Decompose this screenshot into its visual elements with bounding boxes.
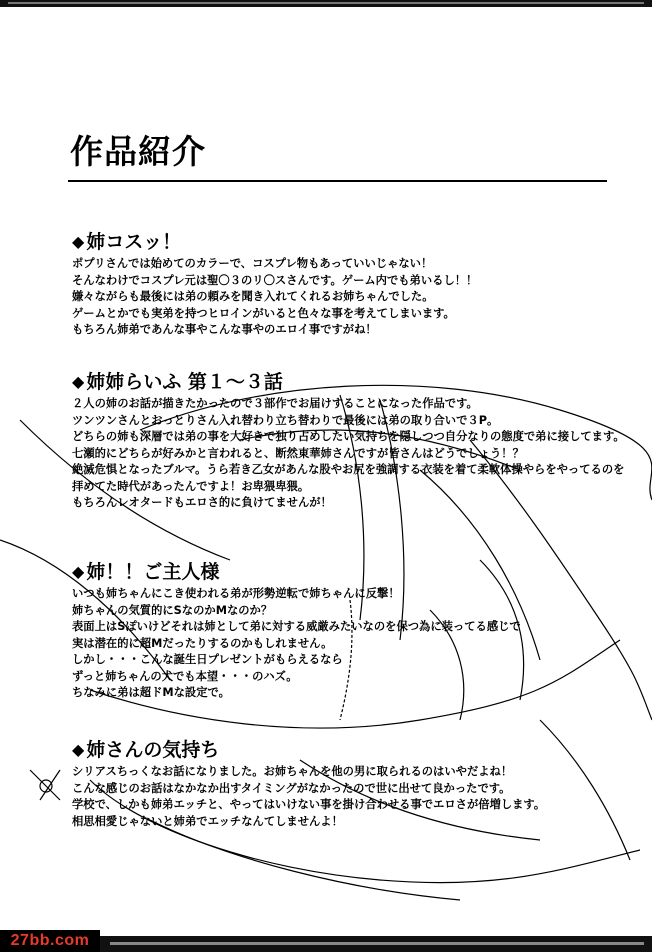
section-body xyxy=(72,256,477,339)
body-line: 七瀬的にどちらが好みかと言われると、断然東華姉さんですが皆さんはどうでしょう！？ xyxy=(72,446,524,460)
body-line: 相思相愛じゃないと姉弟でエッチなんてしませんよ！ xyxy=(72,814,343,828)
section-heading-text: 姉さんの気持ち xyxy=(86,739,220,761)
section-heading xyxy=(72,370,625,394)
section-ane-goshujinsama xyxy=(72,560,521,702)
diamond-bullet-icon: ◆ xyxy=(72,372,85,391)
body-line: もちろんレオタードもエロさ的に負けてませんが！ xyxy=(72,496,332,509)
diamond-bullet-icon: ◆ xyxy=(72,232,85,251)
diamond-bullet-icon: ◆ xyxy=(72,740,85,759)
body-line: どちらの姉も深層では弟の事を大好きで独り占めしたい気持ちを隠しつつ自分なりの態度で弟に接してます。 xyxy=(72,430,625,443)
body-line: 絶滅危惧となったブルマ。うら若き乙女があんな股やお尻を強調する衣装を着て柔軟体操やらをやってるのを xyxy=(72,463,625,476)
diamond-bullet-icon: ◆ xyxy=(72,562,85,581)
section-ane-ane-life xyxy=(72,370,625,512)
body-line: しかし・・・こんな誕生日プレゼントがもらえるなら xyxy=(72,653,343,666)
body-line: 実は潜在的に超Mだったりするのかもしれません。 xyxy=(72,636,333,650)
section-body xyxy=(72,764,545,830)
body-line: もちろん姉弟であんな事やこんな事やのエロイ事ですがね！ xyxy=(72,323,377,336)
body-line: そんなわけでコスプレ元は聖〇３のリ〇スさんです。ゲーム内でも弟いるし！！ xyxy=(72,273,478,287)
body-line: ポプリさんでは始めてのカラーで、コスプレ物もあっていいじゃない！ xyxy=(72,257,433,270)
section-heading-text: 姉！！ご主人様 xyxy=(86,561,220,583)
body-line: こんな感じのお話はなかなか出すタイミングがなかったので世に出せて良かったです。 xyxy=(72,781,511,795)
section-heading xyxy=(72,738,545,762)
body-line: ゲームとかでも実弟を持つヒロインがいると色々な事を考えてしまいます。 xyxy=(72,306,455,320)
section-heading-text: 姉コスッ！ xyxy=(86,231,182,253)
title-underline xyxy=(68,180,607,182)
section-ane-cosu xyxy=(72,230,477,339)
section-heading-text: 姉姉らいふ 第１～３話 xyxy=(86,371,283,393)
body-line: 学校で、しかも姉弟エッチと、やってはいけない事を掛け合わせる事でエロさが倍増します。 xyxy=(72,798,546,811)
section-nesan-no-kimochi xyxy=(72,738,545,830)
site-watermark: 27bb.com xyxy=(0,930,100,952)
body-line: 拝めてた時代があったんですよ！お卑猥卑猥。 xyxy=(72,479,310,493)
section-heading xyxy=(72,560,521,584)
body-line: 嫌々ながらも最後には弟の頼みを聞き入れてくれるお姉ちゃんでした。 xyxy=(72,290,434,303)
page-title: 作品紹介 xyxy=(70,132,206,171)
body-line: シリアスちっくなお話になりました。お姉ちゃんを他の男に取られるのはいやだよね！ xyxy=(72,765,513,778)
body-line: ちなみに弟は超ドMな設定で。 xyxy=(72,686,230,699)
body-line: ２人の姉のお話が描きたかったので３部作でお届けすることになった作品です。 xyxy=(72,397,478,410)
section-heading xyxy=(72,230,477,254)
body-line: いつも姉ちゃんにこき使われる弟が形勢逆転で姉ちゃんに反撃！ xyxy=(72,587,400,600)
body-line: ツンツンさんとおっとりさん入れ替わり立ち替わりで最後には弟の取り合いで３P。 xyxy=(72,413,499,427)
section-body xyxy=(72,586,521,702)
body-line: 姉ちゃんの気質的にSなのかMなのか？ xyxy=(72,603,273,617)
body-line: ずっと姉ちゃんの犬でも本望・・・のハズ。 xyxy=(72,669,298,683)
section-body xyxy=(72,396,625,512)
body-line: 表面上はSぽいけどそれは姉として弟に対する威厳みたいなのを保つ為に装ってる感じで xyxy=(72,620,521,633)
